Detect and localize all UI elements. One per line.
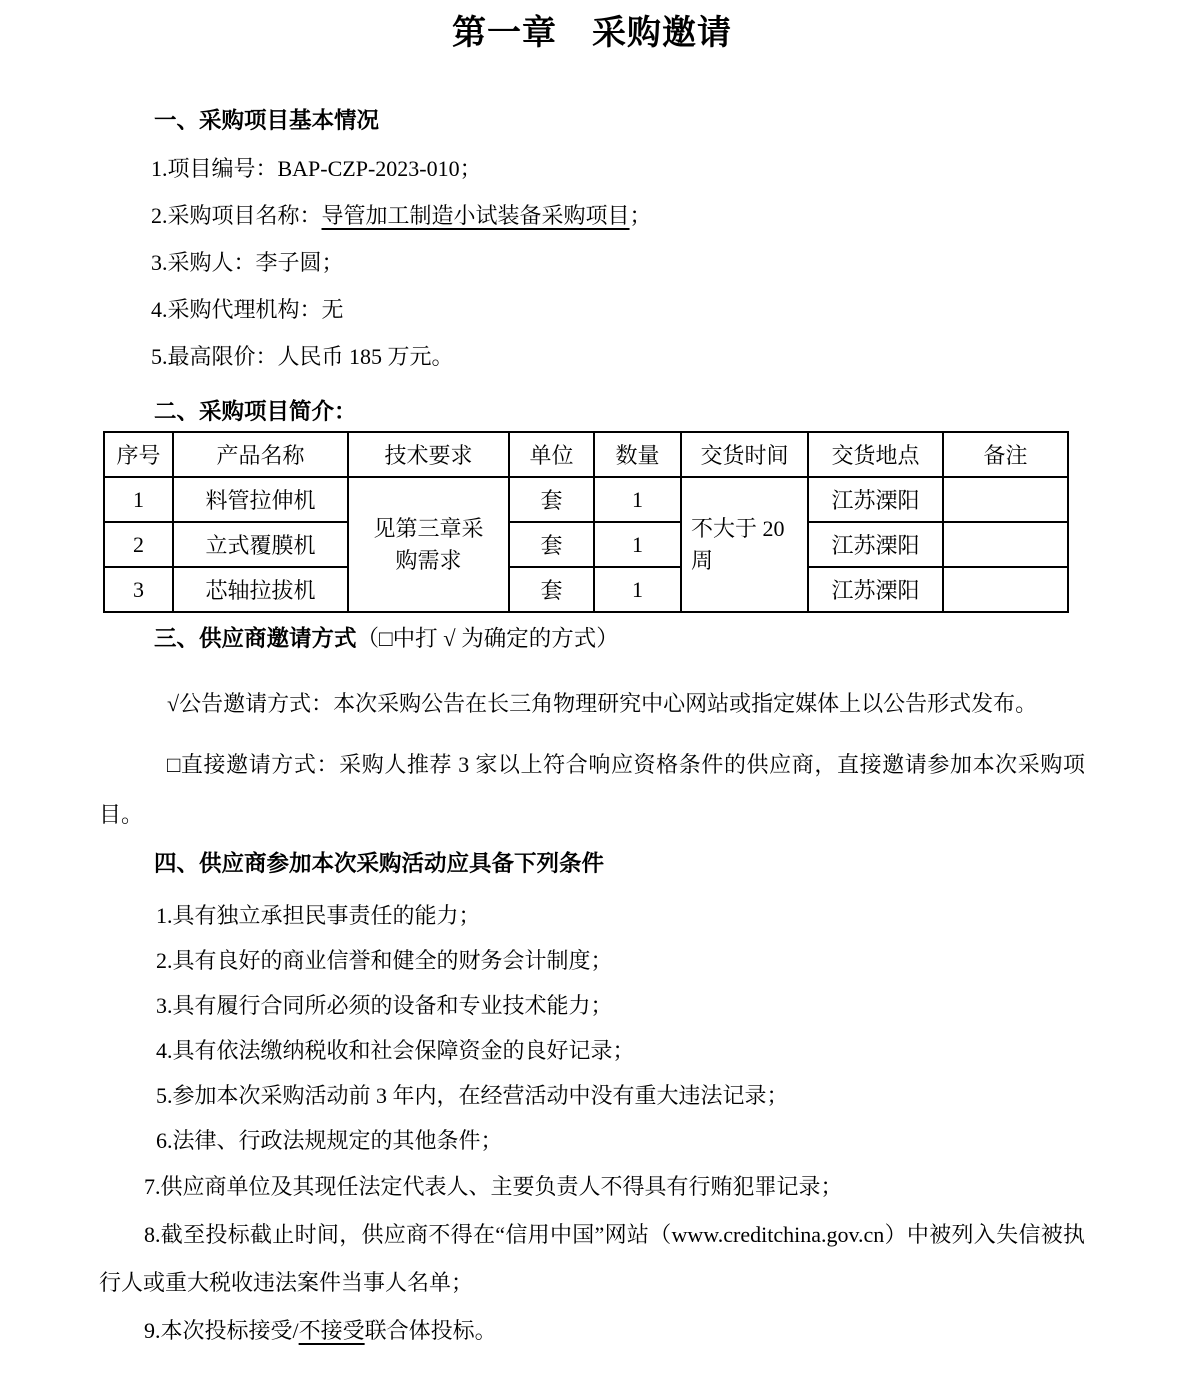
project-name-value: 导管加工制造小试装备采购项目 xyxy=(321,203,630,228)
procurement-agency: 4.采购代理机构：无 xyxy=(151,297,344,322)
project-name-punct: ； xyxy=(629,203,652,228)
condition-9-prefix: 9.本次投标接受/ xyxy=(144,1318,299,1343)
purchaser: 3.采购人：李子圆； xyxy=(151,250,344,275)
col-header-delivery-time: 交货时间 xyxy=(681,432,808,477)
col-header-tech: 技术要求 xyxy=(348,432,509,477)
cell-index: 3 xyxy=(104,567,173,612)
table-row xyxy=(104,567,1068,612)
cell-location: 江苏溧阳 xyxy=(808,477,943,522)
supplier-condition-6: 6.法律、行政法规规定的其他条件； xyxy=(156,1128,503,1153)
supplier-condition-9 xyxy=(99,1307,1085,1355)
document-content xyxy=(99,106,1085,1355)
section-three-heading-note: （□中打 √ 为确定的方式） xyxy=(356,626,619,651)
table-row xyxy=(104,522,1068,567)
project-number: 1.项目编号：BAP-CZP-2023-010； xyxy=(151,156,482,181)
supplier-condition-8: 8.截至投标截止时间，供应商不得在“信用中国”网站（www.creditchina.gov.cn）中被列入失信被执行人或重大税收违法案件当事人名单； xyxy=(99,1222,1085,1295)
col-header-index: 序号 xyxy=(104,432,173,477)
max-price: 5.最高限价：人民币 185 万元。 xyxy=(151,344,454,369)
cell-qty: 1 xyxy=(594,567,681,612)
section-one-heading: 一、采购项目基本情况 xyxy=(154,108,380,133)
cell-location: 江苏溧阳 xyxy=(808,522,943,567)
supplier-condition-5: 5.参加本次采购活动前 3 年内，在经营活动中没有重大违法记录； xyxy=(156,1083,789,1108)
cell-unit: 套 xyxy=(509,477,594,522)
supplier-condition-7: 7.供应商单位及其现任法定代表人、主要负责人不得具有行贿犯罪记录； xyxy=(144,1174,843,1199)
project-name-label: 2.采购项目名称： xyxy=(151,203,322,228)
table-header-row xyxy=(104,432,1068,477)
cell-note xyxy=(943,477,1068,522)
cell-location: 江苏溧阳 xyxy=(808,567,943,612)
cell-unit: 套 xyxy=(509,522,594,567)
cell-note xyxy=(943,567,1068,612)
condition-9-not-accept: 不接受 xyxy=(298,1318,365,1343)
cell-delivery-time xyxy=(681,477,808,612)
supplier-condition-2: 2.具有良好的商业信誉和健全的财务会计制度； xyxy=(156,948,613,973)
supplier-condition-3: 3.具有履行合同所必须的设备和专业技术能力； xyxy=(156,993,613,1018)
cell-product: 料管拉伸机 xyxy=(173,477,348,522)
supplier-condition-1: 1.具有独立承担民事责任的能力； xyxy=(156,903,481,928)
cell-product: 芯轴拉拔机 xyxy=(173,567,348,612)
cell-index: 2 xyxy=(104,522,173,567)
invitation-option-direct: □直接邀请方式：采购人推荐 3 家以上符合响应资格条件的供应商，直接邀请参加本次采购项目。 xyxy=(99,752,1085,827)
col-header-note: 备注 xyxy=(943,432,1068,477)
supplier-condition-4: 4.具有依法缴纳税收和社会保障资金的良好记录； xyxy=(156,1038,635,1063)
cell-unit: 套 xyxy=(509,567,594,612)
cell-qty: 1 xyxy=(594,522,681,567)
condition-9-suffix: 联合体投标。 xyxy=(364,1318,497,1343)
project-name xyxy=(151,201,1085,230)
col-header-unit: 单位 xyxy=(509,432,594,477)
delivery-time-text: 不大于 20 周 xyxy=(691,515,785,573)
cell-note xyxy=(943,522,1068,567)
cell-tech-requirement xyxy=(348,477,509,612)
col-header-delivery-place: 交货地点 xyxy=(808,432,943,477)
chapter-title: 第一章 采购邀请 xyxy=(452,15,732,52)
col-header-product: 产品名称 xyxy=(173,432,348,477)
section-four-heading: 四、供应商参加本次采购活动应具备下列条件 xyxy=(154,851,605,876)
cell-product: 立式覆膜机 xyxy=(173,522,348,567)
cell-qty: 1 xyxy=(594,477,681,522)
invitation-option-announcement: √公告邀请方式：本次采购公告在长三角物理研究中心网站或指定媒体上以公告形式发布。 xyxy=(167,691,1038,716)
cell-index: 1 xyxy=(104,477,173,522)
section-three-heading xyxy=(154,624,1085,654)
procurement-items-table xyxy=(103,431,1069,613)
section-three-heading-title: 三、供应商邀请方式 xyxy=(154,626,357,651)
table-row xyxy=(104,477,1068,522)
tech-requirement-text: 见第三章采购需求 xyxy=(373,515,484,573)
col-header-qty: 数量 xyxy=(594,432,681,477)
section-two-heading: 二、采购项目简介： xyxy=(154,399,357,424)
